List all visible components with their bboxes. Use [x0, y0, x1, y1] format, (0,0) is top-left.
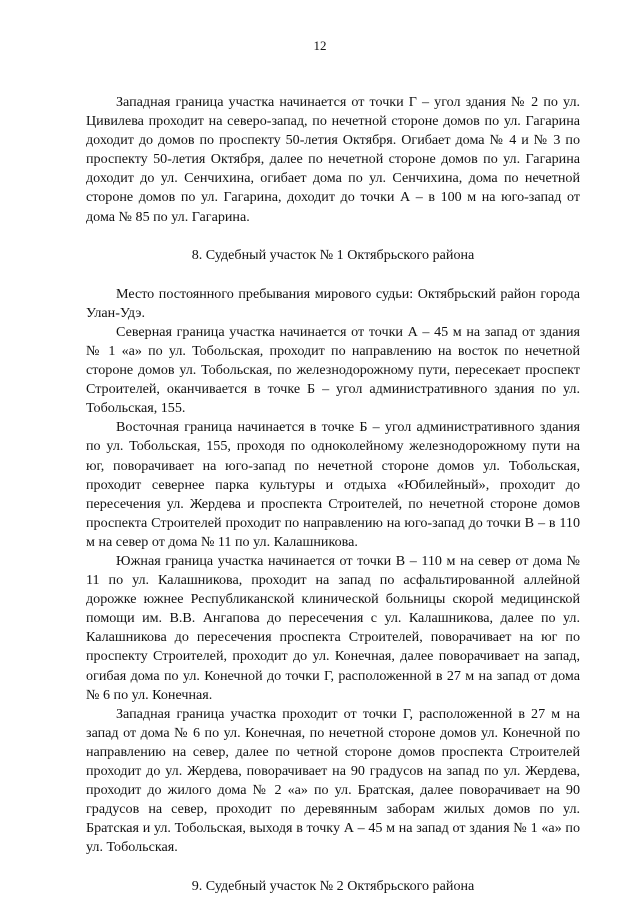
paragraph-eastern-boundary: Восточная граница начинается в точке Б – угол административного здания по ул. Тобольская, 155, проходя по одноколейному железнодорожному пути на юг, поворачивает на юго-запад по нечетной стороне домов ул. Тобольская, проходит севернее парка культуры и отдыха «Юбилейный», проходит до пересечения ул. Жердева и проспекта Строителей, по нечетной стороне домов проспекта Строителей проходит по направлению на юго-запад до точки В – в 110 м на север от дома № 11 по ул. Калашникова. — [86, 419, 580, 550]
document-body — [86, 93, 580, 896]
page-number: 12 — [313, 38, 327, 53]
paragraph-western-boundary-prev: Западная граница участка начинается от точки Г – угол здания № 2 по ул. Цивилева проходит на северо-запад, по нечетной стороне домов по ул. Гагарина доходит до домов по проспекту 50-летия Октября. Огибает дома № 4 и № 3 по проспекту 50-летия Октября, далее по нечетной стороне домов по ул. Гагарина доходит до ул. Сенчихина, огибает дома по ул. Сенчихина, дома по нечетной стороне домов по ул. Гагарина, доходит до точки А – в 100 м на юго-запад от дома № 85 по ул. Гагарина. — [86, 94, 580, 225]
paragraph-southern-boundary: Южная граница участка начинается от точки В – 110 м на север от дома № 11 по ул. Калашникова, проходит на запад по асфальтированной аллейной дорожке южнее Республиканской клинической больницы скорой медицинской помощи им. В.В. Ангапова до пересечения с ул. Калашникова, далее по ул. Калашникова до пересечения проспекта Строителей, поворачивает на юг по проспекту Строителей, проходит до ул. Конечная, далее поворачивает на запад, огибая дома по ул. Конечной до точки Г, расположенной в 27 м на запад от дома № 6 по ул. Конечная. — [86, 552, 580, 703]
section-9-heading: 9. Судебный участок № 2 Октябрьского района — [191, 878, 475, 895]
paragraph-northern-boundary: Северная граница участка начинается от точки А – 45 м на запад от здания № 1 «а» по ул. Тобольская, проходит по направлению на восток по нечетной стороне домов ул. Тобольская, по железнодорожному пути, пересекает проспект Строителей, оканчивается в точке Б – угол административного здания по ул. Тобольская, 155. — [86, 323, 580, 417]
paragraph-western-boundary: Западная граница участка проходит от точки Г, расположенной в 27 м на запад от дома № 6 по ул. Конечная, по нечетной стороне домов ул. Конечной по направлению на север, далее по четной стороне домов проспекта Строителей проходит до ул. Жердева, поворачивает на 90 градусов на запад по ул. Жердева, проходит до жилого дома № 2 «а» по ул. Братская, далее поворачивает на 90 градусов на север, проходит по деревянным заборам жилых домов по ул. Братская и ул. Тобольская, выходя в точку А – 45 м на запад от здания № 1 «а» по ул. Тобольская. — [86, 705, 580, 856]
paragraph-judge-location: Место постоянного пребывания мирового судьи: Октябрьский район города Улан-Удэ. — [86, 285, 580, 321]
section-8-heading: 8. Судебный участок № 1 Октябрьского района — [191, 246, 475, 263]
